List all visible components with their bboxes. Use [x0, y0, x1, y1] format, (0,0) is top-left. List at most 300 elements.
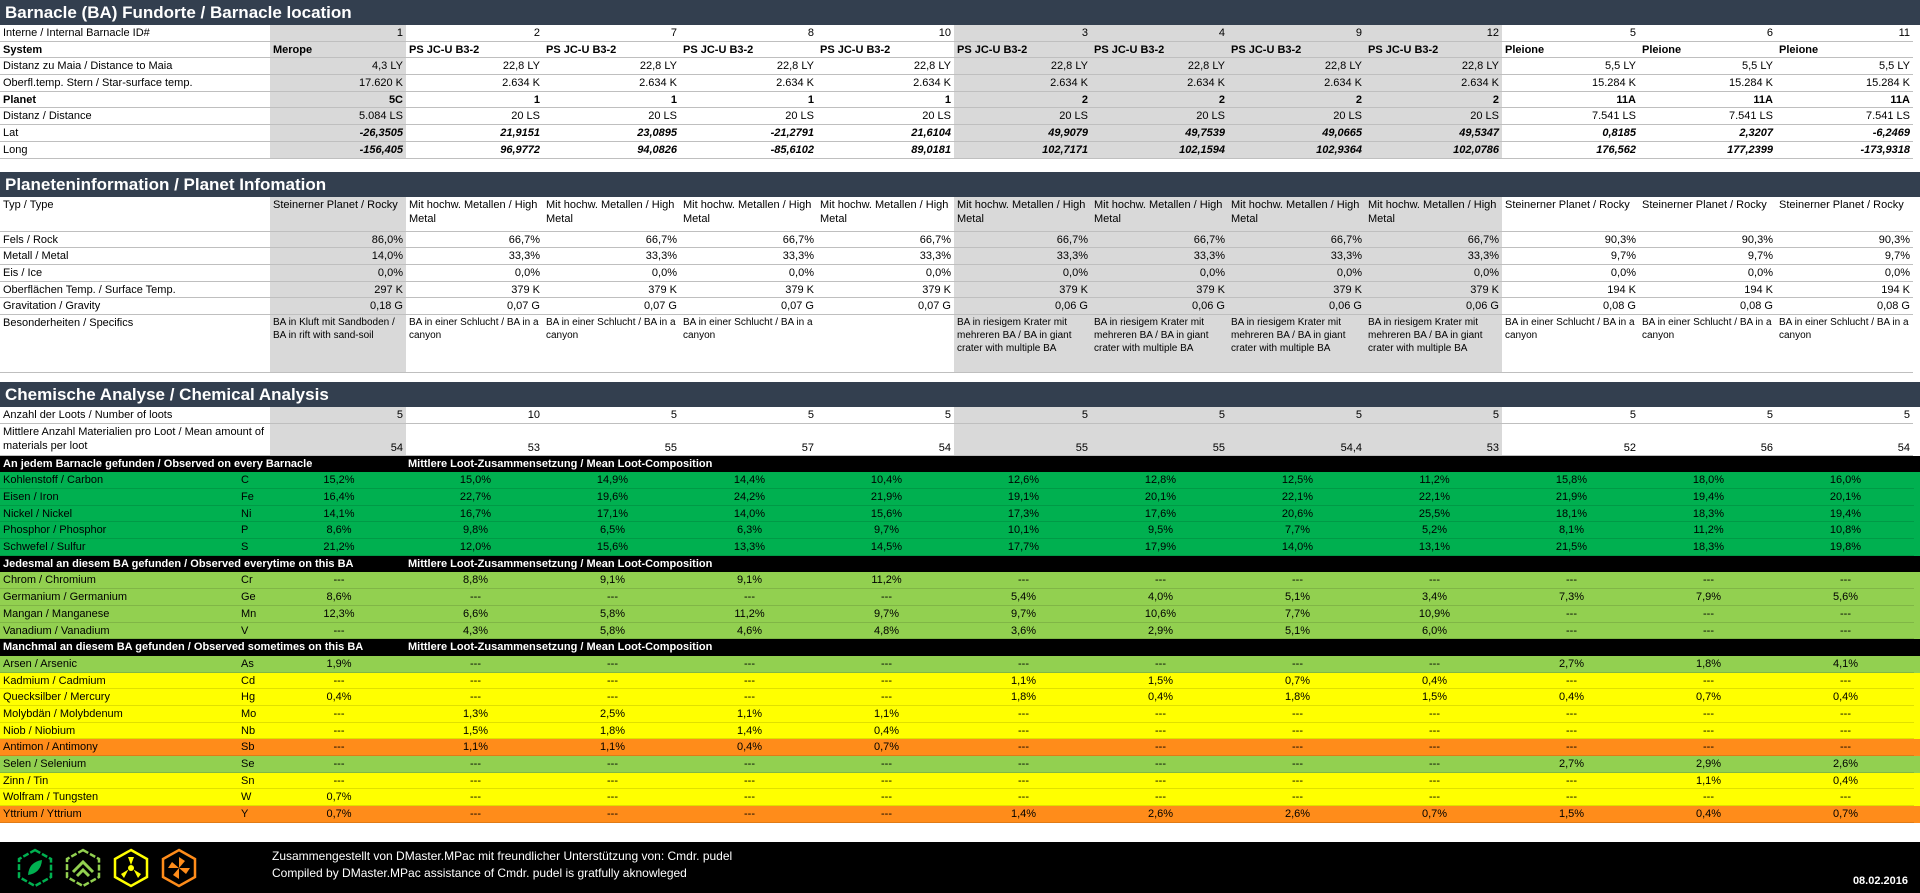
location-cell: 1 [270, 25, 406, 42]
location-cell: -173,9318 [1776, 142, 1913, 159]
element-value: 17,3% [955, 506, 1092, 523]
element-value: --- [544, 656, 681, 673]
element-value: 18,0% [1640, 472, 1777, 489]
element-name: Kohlenstoff / Carbon [0, 472, 241, 489]
element-value: 20,1% [1777, 489, 1914, 506]
location-cell: 15.284 K [1502, 75, 1639, 92]
location-cell: 21,9151 [406, 125, 543, 142]
element-symbol: Ni [241, 506, 271, 523]
element-value: 15,6% [544, 539, 681, 556]
planet-cell: 194 K [1639, 282, 1776, 299]
chem-section-title: Chemische Analyse / Chemical Analysis [0, 382, 1920, 407]
element-value: --- [955, 656, 1092, 673]
element-value: 17,9% [1092, 539, 1229, 556]
element-value: 18,3% [1640, 506, 1777, 523]
planet-type-cell: Mit hochw. Metallen / High Metal [406, 197, 543, 232]
element-value: 13,1% [1366, 539, 1503, 556]
mean-amount-cell: 54 [817, 424, 954, 456]
element-value: 1,5% [1092, 673, 1229, 690]
element-value: --- [1640, 706, 1777, 723]
planet-cell: 9,7% [1502, 248, 1639, 265]
element-value: 2,9% [1092, 623, 1229, 640]
location-cell: Pleione [1502, 42, 1639, 59]
element-value: --- [1229, 789, 1366, 806]
mean-amount-cell: 53 [1365, 424, 1502, 456]
loots-cell: 10 [406, 407, 543, 424]
location-cell: 2.634 K [817, 75, 954, 92]
element-value: --- [1640, 606, 1777, 623]
element-value: 19,4% [1777, 506, 1914, 523]
element-value: 21,2% [271, 539, 407, 556]
element-value: --- [955, 739, 1092, 756]
element-value: 3,6% [955, 623, 1092, 640]
element-value: 20,1% [1092, 489, 1229, 506]
loots-cell: 5 [1776, 407, 1913, 424]
loots-cell: 5 [1091, 407, 1228, 424]
element-value: 1,8% [544, 723, 681, 740]
element-value: --- [1229, 572, 1366, 589]
location-cell: 11 [1776, 25, 1913, 42]
location-cell: 22,8 LY [1091, 58, 1228, 75]
planet-specifics-cell: BA in einer Schlucht / BA in a canyon [680, 315, 817, 373]
element-value: --- [1777, 739, 1914, 756]
row-label: Distanz zu Maia / Distance to Maia [0, 58, 270, 75]
planet-type-cell: Mit hochw. Metallen / High Metal [1365, 197, 1502, 232]
element-value: --- [955, 773, 1092, 790]
location-cell: 20 LS [817, 108, 954, 125]
element-value: --- [955, 789, 1092, 806]
element-value: 6,5% [544, 522, 681, 539]
planet-type-cell: Mit hochw. Metallen / High Metal [954, 197, 1091, 232]
element-name: Niob / Niobium [0, 723, 241, 740]
element-value: 16,0% [1777, 472, 1914, 489]
planet-cell: 0,0% [954, 265, 1091, 282]
element-value: 9,8% [407, 522, 544, 539]
location-cell: Pleione [1776, 42, 1913, 59]
element-value: 20,6% [1229, 506, 1366, 523]
planet-cell: 0,0% [1091, 265, 1228, 282]
location-cell: PS JC-U B3-2 [1228, 42, 1365, 59]
element-name: Mangan / Manganese [0, 606, 241, 623]
planet-cell: 9,7% [1776, 248, 1913, 265]
row-label: Anzahl der Loots / Number of loots [0, 407, 270, 424]
element-value: --- [955, 723, 1092, 740]
planet-type-cell: Steinerner Planet / Rocky [1639, 197, 1776, 232]
planet-specifics-row [0, 315, 1920, 373]
location-cell: 11A [1639, 92, 1776, 109]
row-label: Lat [0, 125, 270, 142]
element-row [0, 689, 1920, 706]
planet-row [0, 232, 1920, 249]
element-value: --- [1777, 706, 1914, 723]
planet-specifics-cell: BA in riesigem Krater mit mehreren BA / BA in giant crater with multiple BA [1228, 315, 1365, 373]
element-value: 9,5% [1092, 522, 1229, 539]
element-value: 2,6% [1229, 806, 1366, 823]
location-row [0, 108, 1920, 125]
location-cell: 2.634 K [1228, 75, 1365, 92]
element-value: 6,0% [1366, 623, 1503, 640]
group-header [0, 456, 1920, 473]
element-value: 0,4% [1777, 773, 1914, 790]
element-value: --- [1503, 739, 1640, 756]
location-cell: 8 [680, 25, 817, 42]
planet-cell: 297 K [270, 282, 406, 299]
location-cell: 2 [406, 25, 543, 42]
row-label: Oberfl.temp. Stern / Star-surface temp. [0, 75, 270, 92]
element-value: 4,0% [1092, 589, 1229, 606]
element-value: 12,5% [1229, 472, 1366, 489]
element-value: 10,8% [1777, 522, 1914, 539]
element-value: 1,1% [681, 706, 818, 723]
location-cell: 20 LS [1228, 108, 1365, 125]
element-row [0, 773, 1920, 790]
element-name: Yttrium / Yttrium [0, 806, 241, 823]
location-cell: 0,8185 [1502, 125, 1639, 142]
element-value: 1,8% [955, 689, 1092, 706]
location-cell: 7.541 LS [1639, 108, 1776, 125]
element-row [0, 606, 1920, 623]
element-name: Selen / Selenium [0, 756, 241, 773]
element-value: 0,4% [1366, 673, 1503, 690]
element-value: --- [1503, 723, 1640, 740]
location-cell: 177,2399 [1639, 142, 1776, 159]
element-value: 0,4% [1777, 689, 1914, 706]
footer [0, 842, 1920, 893]
planet-cell: 0,06 G [1228, 298, 1365, 315]
element-value: 16,7% [407, 506, 544, 523]
planet-type-cell: Steinerner Planet / Rocky [1502, 197, 1639, 232]
element-value: --- [818, 756, 955, 773]
planet-cell: 0,06 G [1365, 298, 1502, 315]
element-value: --- [1777, 789, 1914, 806]
element-value: 1,4% [955, 806, 1092, 823]
location-cell: 102,1594 [1091, 142, 1228, 159]
location-cell: PS JC-U B3-2 [543, 42, 680, 59]
element-value: 2,6% [1777, 756, 1914, 773]
location-cell: 23,0895 [543, 125, 680, 142]
element-value: 12,3% [271, 606, 407, 623]
element-value: 21,5% [1503, 539, 1640, 556]
element-value: --- [1640, 623, 1777, 640]
element-row [0, 522, 1920, 539]
planet-type-cell: Mit hochw. Metallen / High Metal [1228, 197, 1365, 232]
date-label: 08.02.2016 [1852, 875, 1908, 887]
element-value: 10,9% [1366, 606, 1503, 623]
element-value: 3,4% [1366, 589, 1503, 606]
element-value: 14,4% [681, 472, 818, 489]
location-cell: 22,8 LY [1228, 58, 1365, 75]
element-value: 10,4% [818, 472, 955, 489]
location-cell: 20 LS [406, 108, 543, 125]
location-cell: 1 [680, 92, 817, 109]
element-value: 9,7% [818, 522, 955, 539]
mean-amount-cell: 53 [406, 424, 543, 456]
planet-cell: 0,0% [543, 265, 680, 282]
element-value: --- [1229, 773, 1366, 790]
location-cell: 49,7539 [1091, 125, 1228, 142]
element-row [0, 506, 1920, 523]
element-value: 4,3% [407, 623, 544, 640]
location-row [0, 25, 1920, 42]
location-cell: 4 [1091, 25, 1228, 42]
element-value: --- [1503, 706, 1640, 723]
element-value: --- [955, 756, 1092, 773]
element-value: 2,6% [1092, 806, 1229, 823]
element-value: 25,5% [1366, 506, 1503, 523]
element-value: 14,1% [271, 506, 407, 523]
mean-amount-cell: 54 [270, 424, 406, 456]
planet-cell: 379 K [406, 282, 543, 299]
element-value: 24,2% [681, 489, 818, 506]
element-symbol: Mo [241, 706, 271, 723]
location-cell: -6,2469 [1776, 125, 1913, 142]
element-value: 14,0% [1229, 539, 1366, 556]
element-value: 15,2% [271, 472, 407, 489]
planet-specifics-cell: BA in riesigem Krater mit mehreren BA / BA in giant crater with multiple BA [1365, 315, 1502, 373]
element-value: --- [818, 806, 955, 823]
location-cell: 11A [1502, 92, 1639, 109]
element-symbol: P [241, 522, 271, 539]
element-value: 0,7% [271, 789, 407, 806]
planet-cell: 0,07 G [406, 298, 543, 315]
location-cell: 49,9079 [954, 125, 1091, 142]
location-cell: 22,8 LY [1365, 58, 1502, 75]
location-cell: 2.634 K [1091, 75, 1228, 92]
location-cell: 2.634 K [543, 75, 680, 92]
element-value: 1,5% [1503, 806, 1640, 823]
group-subtitle: Mittlere Loot-Zusammensetzung / Mean Loot-Composition [408, 641, 713, 654]
element-value: --- [955, 706, 1092, 723]
loots-cell: 5 [1365, 407, 1502, 424]
element-symbol: W [241, 789, 271, 806]
element-value: --- [1229, 739, 1366, 756]
element-value: 1,8% [1229, 689, 1366, 706]
element-value: --- [1777, 673, 1914, 690]
element-value: 7,7% [1229, 522, 1366, 539]
planet-cell: 379 K [817, 282, 954, 299]
element-value: 9,7% [955, 606, 1092, 623]
element-value: --- [1366, 723, 1503, 740]
element-value: --- [1777, 723, 1914, 740]
element-value: 12,8% [1092, 472, 1229, 489]
planet-cell: 0,07 G [817, 298, 954, 315]
element-value: 1,1% [955, 673, 1092, 690]
row-label: Planet [0, 92, 270, 109]
planet-table [0, 197, 1920, 373]
location-cell: 5,5 LY [1639, 58, 1776, 75]
element-value: --- [681, 656, 818, 673]
element-row [0, 739, 1920, 756]
element-value: 5,4% [955, 589, 1092, 606]
element-value: --- [681, 756, 818, 773]
element-value: --- [1640, 723, 1777, 740]
element-value: 1,1% [544, 739, 681, 756]
planet-cell: 0,0% [817, 265, 954, 282]
element-value: --- [544, 673, 681, 690]
planet-cell: 379 K [680, 282, 817, 299]
group-title: An jedem Barnacle gefunden / Observed on every Barnacle [3, 457, 313, 470]
element-value: --- [271, 706, 407, 723]
element-value: 1,3% [407, 706, 544, 723]
element-value: 1,1% [1640, 773, 1777, 790]
planet-specifics-cell: BA in einer Schlucht / BA in a canyon [1776, 315, 1913, 373]
element-value: 1,5% [407, 723, 544, 740]
element-symbol: Se [241, 756, 271, 773]
location-cell: 2.634 K [406, 75, 543, 92]
planet-row [0, 248, 1920, 265]
loots-cell: 5 [270, 407, 406, 424]
element-value: --- [1092, 572, 1229, 589]
element-name: Eisen / Iron [0, 489, 241, 506]
planet-type-cell: Mit hochw. Metallen / High Metal [680, 197, 817, 232]
row-label: Eis / Ice [0, 265, 270, 282]
element-value: --- [271, 623, 407, 640]
location-cell: 21,6104 [817, 125, 954, 142]
planet-specifics-cell: BA in riesigem Krater mit mehreren BA / BA in giant crater with multiple BA [1091, 315, 1228, 373]
element-symbol: Cd [241, 673, 271, 690]
location-cell: 11A [1776, 92, 1913, 109]
element-value: --- [1640, 572, 1777, 589]
planet-row [0, 265, 1920, 282]
planet-type-cell: Mit hochw. Metallen / High Metal [817, 197, 954, 232]
element-value: 17,1% [544, 506, 681, 523]
element-symbol: Sn [241, 773, 271, 790]
element-value: --- [1092, 723, 1229, 740]
location-cell: 1 [543, 92, 680, 109]
location-cell: 12 [1365, 25, 1502, 42]
element-value: --- [1092, 789, 1229, 806]
element-name: Germanium / Germanium [0, 589, 241, 606]
element-value: --- [271, 572, 407, 589]
element-value: 7,9% [1640, 589, 1777, 606]
element-value: 19,8% [1777, 539, 1914, 556]
element-value: 8,1% [1503, 522, 1640, 539]
element-value: --- [271, 673, 407, 690]
element-value: 0,7% [1640, 689, 1777, 706]
element-value: --- [544, 589, 681, 606]
element-value: --- [818, 789, 955, 806]
planet-cell: 9,7% [1639, 248, 1776, 265]
loots-cell: 5 [1639, 407, 1776, 424]
planet-cell: 0,0% [1639, 265, 1776, 282]
location-cell: 22,8 LY [817, 58, 954, 75]
element-value: --- [1503, 673, 1640, 690]
element-value: 9,1% [681, 572, 818, 589]
element-value: --- [681, 689, 818, 706]
location-cell: 102,9364 [1228, 142, 1365, 159]
element-name: Wolfram / Tungsten [0, 789, 241, 806]
element-value: --- [1503, 572, 1640, 589]
planet-cell: 66,7% [954, 232, 1091, 249]
mean-amount-cell: 54,4 [1228, 424, 1365, 456]
spacer [0, 373, 1920, 382]
element-row [0, 623, 1920, 640]
location-cell: 15.284 K [1639, 75, 1776, 92]
element-value: 2,9% [1640, 756, 1777, 773]
spacer [0, 159, 1920, 172]
green-leaf-hexagon-icon [15, 848, 55, 888]
planet-cell: 379 K [1228, 282, 1365, 299]
planet-cell: 66,7% [1228, 232, 1365, 249]
element-name: Vanadium / Vanadium [0, 623, 241, 640]
planet-specifics-cell: BA in einer Schlucht / BA in a canyon [1502, 315, 1639, 373]
location-cell: 5,5 LY [1776, 58, 1913, 75]
element-value: --- [818, 589, 955, 606]
logo-row [15, 848, 199, 888]
element-value: --- [1640, 673, 1777, 690]
location-row [0, 125, 1920, 142]
element-value: --- [681, 806, 818, 823]
element-value: --- [271, 723, 407, 740]
planet-cell: 379 K [1091, 282, 1228, 299]
planet-type-row [0, 197, 1920, 232]
element-value: 12,6% [955, 472, 1092, 489]
location-row [0, 58, 1920, 75]
element-name: Nickel / Nickel [0, 506, 241, 523]
element-name: Zinn / Tin [0, 773, 241, 790]
element-value: --- [1366, 773, 1503, 790]
mean-amount-cell: 55 [543, 424, 680, 456]
planet-specifics-cell: BA in einer Schlucht / BA in a canyon [1639, 315, 1776, 373]
element-value: 11,2% [818, 572, 955, 589]
element-symbol: As [241, 656, 271, 673]
planet-cell: 0,07 G [680, 298, 817, 315]
element-value: 14,5% [818, 539, 955, 556]
element-value: --- [1092, 656, 1229, 673]
element-value: 15,6% [818, 506, 955, 523]
element-symbol: Ge [241, 589, 271, 606]
planet-cell: 33,3% [543, 248, 680, 265]
location-cell: 17.620 K [270, 75, 406, 92]
location-cell: 2 [1365, 92, 1502, 109]
location-cell: 4,3 LY [270, 58, 406, 75]
location-cell: 2 [1228, 92, 1365, 109]
element-value: 5,1% [1229, 623, 1366, 640]
row-label: Besonderheiten / Specifics [0, 315, 270, 373]
location-cell: 3 [954, 25, 1091, 42]
element-value: --- [681, 589, 818, 606]
planet-type-cell: Steinerner Planet / Rocky [1776, 197, 1913, 232]
element-value: --- [544, 806, 681, 823]
element-name: Molybdän / Molybdenum [0, 706, 241, 723]
element-value: --- [271, 773, 407, 790]
row-label: Gravitation / Gravity [0, 298, 270, 315]
element-symbol: S [241, 539, 271, 556]
mean-amount-cell: 55 [954, 424, 1091, 456]
element-value: --- [407, 689, 544, 706]
row-label: Distanz / Distance [0, 108, 270, 125]
element-value: 4,6% [681, 623, 818, 640]
group-title: Manchmal an diesem BA gefunden / Observed sometimes on this BA [3, 641, 364, 654]
location-cell: 7 [543, 25, 680, 42]
planet-cell: 86,0% [270, 232, 406, 249]
planet-specifics-cell: BA in einer Schlucht / BA in a canyon [406, 315, 543, 373]
location-cell: 94,0826 [543, 142, 680, 159]
element-value: 5,8% [544, 623, 681, 640]
element-value: --- [1229, 756, 1366, 773]
element-symbol: V [241, 623, 271, 640]
element-value: 18,1% [1503, 506, 1640, 523]
element-row [0, 673, 1920, 690]
element-value: 5,6% [1777, 589, 1914, 606]
element-value: 9,1% [544, 572, 681, 589]
location-cell: 1 [817, 92, 954, 109]
mean-amount-cell: 55 [1091, 424, 1228, 456]
loots-cell: 5 [1228, 407, 1365, 424]
element-value: 0,7% [271, 806, 407, 823]
location-cell: 5,5 LY [1502, 58, 1639, 75]
location-cell: PS JC-U B3-2 [680, 42, 817, 59]
